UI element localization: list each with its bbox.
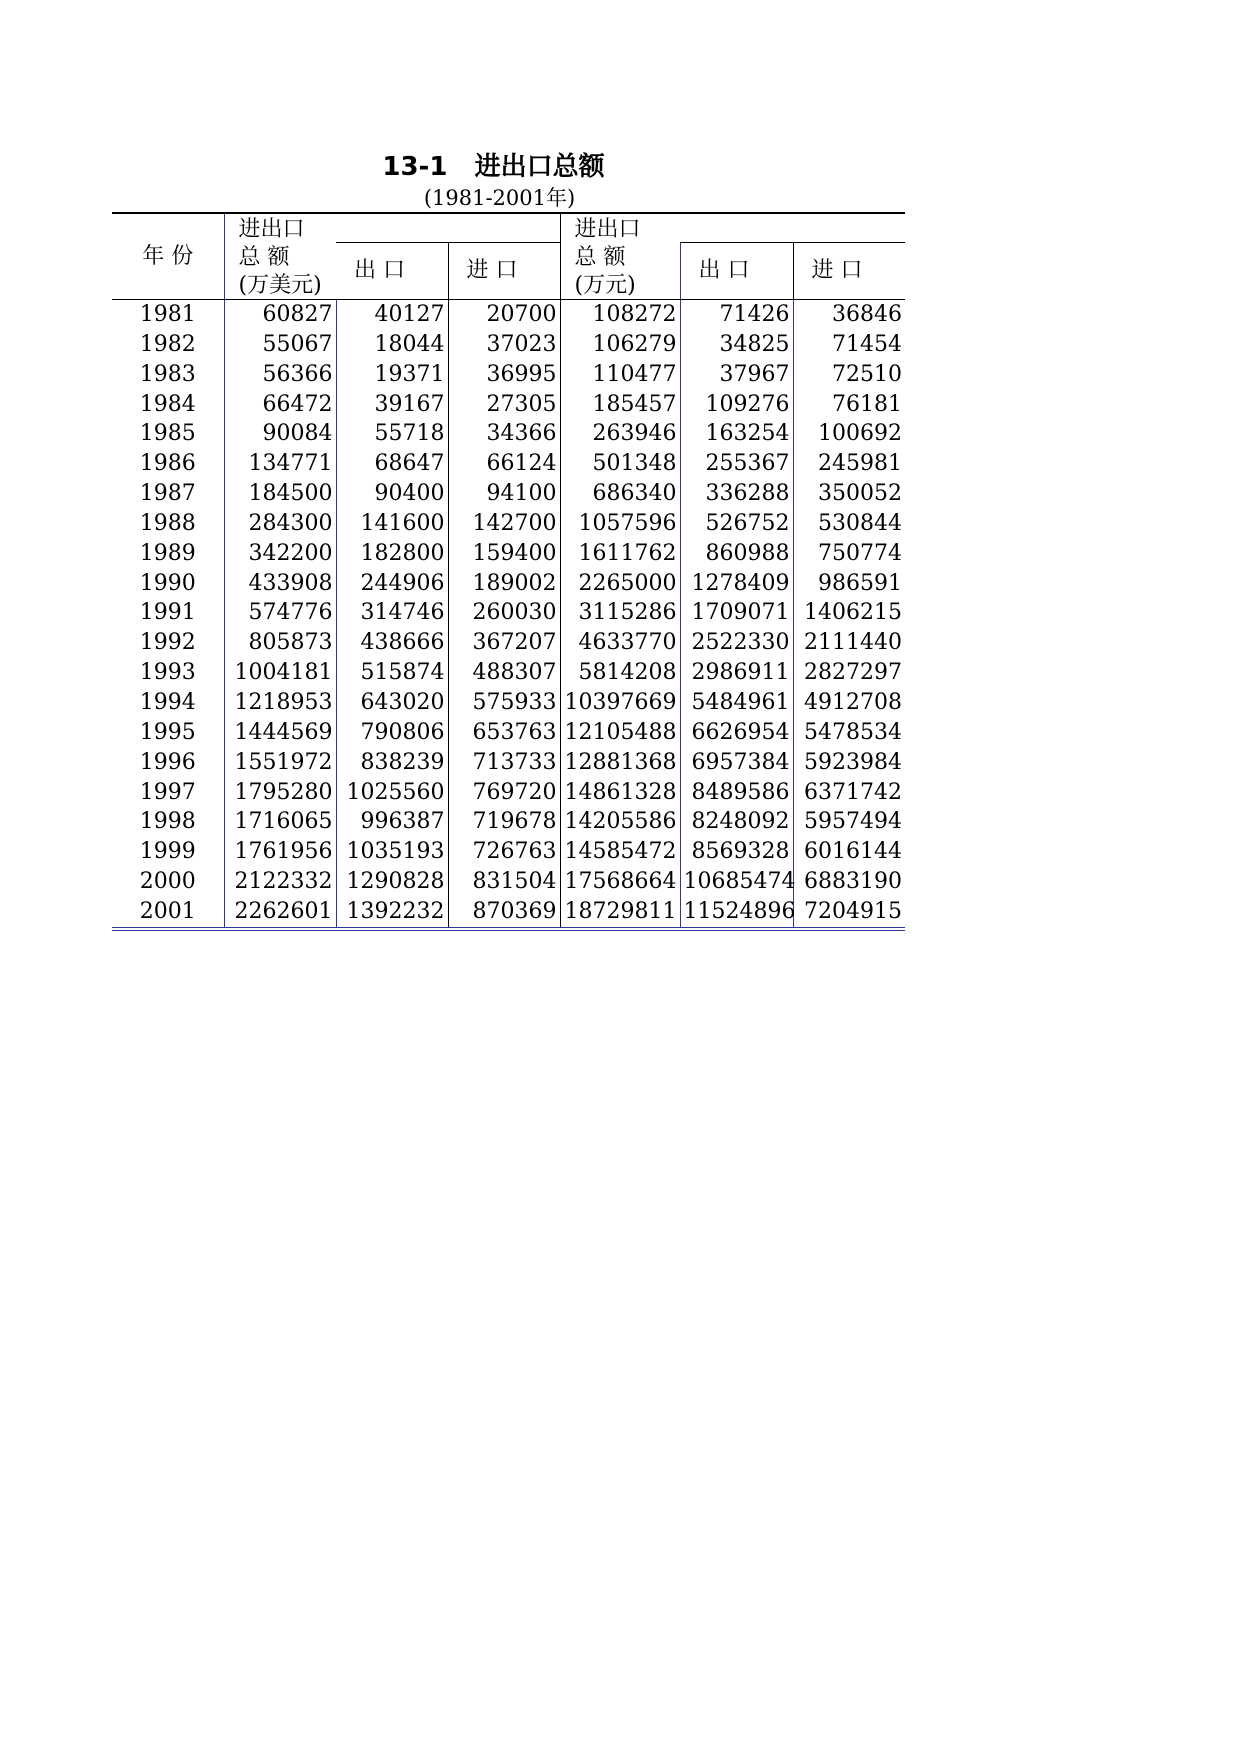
- cell-cny-import: 530844: [793, 509, 905, 539]
- cell-usd-total: 284300: [224, 509, 336, 539]
- cell-cny-export: 5484961: [680, 688, 793, 718]
- cell-year: 1984: [139, 391, 196, 417]
- cell-usd-total: 1004181: [224, 658, 336, 688]
- table-row: [112, 419, 905, 449]
- cell-year: 1981: [139, 302, 196, 327]
- cell-year: 1982: [139, 331, 196, 357]
- table-row: [112, 658, 905, 688]
- cell-usd-import: 142700: [448, 509, 560, 539]
- cell-year: 2000: [139, 869, 196, 895]
- cell-year: 1995: [139, 719, 196, 745]
- cell-usd-total: 1218953: [224, 688, 336, 718]
- table-row: [112, 598, 905, 628]
- table-body: [112, 300, 905, 929]
- cell-usd-import: 488307: [448, 658, 560, 688]
- cell-usd-export: 90400: [336, 479, 448, 509]
- table-header: [112, 213, 905, 300]
- cell-cny-import: 100692: [793, 419, 905, 449]
- table-row: [112, 778, 905, 808]
- cell-usd-total: 184500: [224, 479, 336, 509]
- cell-cny-import: 1406215: [793, 598, 905, 628]
- cell-cny-export: 8248092: [680, 807, 793, 837]
- header-usd-total-line2: 总 额: [238, 244, 290, 270]
- cell-usd-export: 314746: [336, 598, 448, 628]
- cell-usd-total: 433908: [224, 569, 336, 599]
- cell-usd-total: 66472: [224, 390, 336, 420]
- header-usd-import: 进 口: [448, 243, 560, 300]
- header-usd-export: 出 口: [336, 243, 448, 300]
- cell-cny-total: 12105488: [560, 718, 680, 748]
- table-row: [112, 509, 905, 539]
- header-usd-total: [224, 213, 336, 300]
- cell-usd-import: 189002: [448, 569, 560, 599]
- cell-cny-total: 14861328: [560, 778, 680, 808]
- cell-cny-total: 4633770: [560, 628, 680, 658]
- cell-usd-total: 1761956: [224, 837, 336, 867]
- cell-year: 1997: [139, 779, 196, 805]
- cell-year: 1985: [139, 421, 196, 447]
- cell-usd-export: 55718: [336, 419, 448, 449]
- cell-cny-export: 6626954: [680, 718, 793, 748]
- cell-usd-import: 653763: [448, 718, 560, 748]
- table-row: [112, 748, 905, 778]
- cell-cny-total: 185457: [560, 390, 680, 420]
- table-title: 13-1 进出口总额: [382, 152, 605, 182]
- header-cny-export: 出 口: [680, 243, 793, 300]
- cell-year: 1996: [139, 749, 196, 775]
- table-row: [112, 897, 905, 929]
- cell-cny-export: 8569328: [680, 837, 793, 867]
- cell-cny-total: 110477: [560, 360, 680, 390]
- cell-usd-import: 27305: [448, 390, 560, 420]
- cell-usd-export: 39167: [336, 390, 448, 420]
- cell-cny-total: 18729811: [560, 897, 680, 929]
- cell-usd-import: 831504: [448, 867, 560, 897]
- cell-cny-export: 71426: [680, 300, 793, 330]
- cell-usd-export: 182800: [336, 539, 448, 569]
- cell-usd-export: 141600: [336, 509, 448, 539]
- cell-cny-total: 14205586: [560, 807, 680, 837]
- table-row: [112, 449, 905, 479]
- cell-cny-export: 109276: [680, 390, 793, 420]
- cell-usd-total: 1444569: [224, 718, 336, 748]
- cell-year: 1990: [139, 570, 196, 596]
- cell-usd-total: 342200: [224, 539, 336, 569]
- cell-cny-total: 14585472: [560, 837, 680, 867]
- cell-usd-total: 90084: [224, 419, 336, 449]
- cell-cny-total: 10397669: [560, 688, 680, 718]
- cell-year: 1998: [139, 809, 196, 835]
- cell-usd-import: 37023: [448, 330, 560, 360]
- cell-cny-export: 336288: [680, 479, 793, 509]
- cell-year: 1989: [139, 540, 196, 566]
- cell-cny-export: 255367: [680, 449, 793, 479]
- cell-usd-import: 719678: [448, 807, 560, 837]
- cell-cny-import: 36846: [793, 300, 905, 330]
- cell-usd-export: 244906: [336, 569, 448, 599]
- table-row: [112, 300, 905, 330]
- cell-usd-total: 1551972: [224, 748, 336, 778]
- cell-cny-import: 2827297: [793, 658, 905, 688]
- cell-usd-export: 68647: [336, 449, 448, 479]
- cell-usd-import: 870369: [448, 897, 560, 929]
- table-row: [112, 718, 905, 748]
- header-usd-total-line1: 进出口: [238, 216, 305, 242]
- cell-usd-total: 805873: [224, 628, 336, 658]
- cell-usd-import: 34366: [448, 419, 560, 449]
- cell-year: 1987: [139, 481, 196, 507]
- cell-usd-total: 574776: [224, 598, 336, 628]
- cell-cny-import: 5478534: [793, 718, 905, 748]
- cell-usd-import: 94100: [448, 479, 560, 509]
- cell-usd-export: 438666: [336, 628, 448, 658]
- cell-usd-import: 20700: [448, 300, 560, 330]
- cell-cny-import: 750774: [793, 539, 905, 569]
- cell-usd-export: 790806: [336, 718, 448, 748]
- cell-cny-export: 6957384: [680, 748, 793, 778]
- cell-cny-total: 1611762: [560, 539, 680, 569]
- cell-cny-import: 4912708: [793, 688, 905, 718]
- table-row: [112, 390, 905, 420]
- cell-usd-export: 1392232: [336, 897, 448, 929]
- cell-cny-total: 1057596: [560, 509, 680, 539]
- cell-usd-total: 60827: [224, 300, 336, 330]
- cell-usd-export: 1025560: [336, 778, 448, 808]
- cell-usd-total: 2262601: [224, 897, 336, 929]
- cell-usd-import: 769720: [448, 778, 560, 808]
- cell-cny-total: 108272: [560, 300, 680, 330]
- header-usd-spacer: [336, 213, 560, 243]
- cell-usd-export: 19371: [336, 360, 448, 390]
- cell-year: 1991: [139, 600, 196, 626]
- cell-cny-export: 8489586: [680, 778, 793, 808]
- cell-usd-export: 1035193: [336, 837, 448, 867]
- cell-usd-export: 643020: [336, 688, 448, 718]
- cell-cny-export: 34825: [680, 330, 793, 360]
- table-row: [112, 539, 905, 569]
- cell-cny-total: 106279: [560, 330, 680, 360]
- statistics-sheet: [112, 150, 905, 931]
- cell-usd-import: 159400: [448, 539, 560, 569]
- cell-usd-total: 55067: [224, 330, 336, 360]
- cell-usd-export: 18044: [336, 330, 448, 360]
- cell-cny-export: 10685474: [680, 867, 793, 897]
- table-subtitle: (1981-2001年): [423, 186, 576, 210]
- table-row: [112, 330, 905, 360]
- cell-year: 1983: [139, 361, 196, 387]
- cell-usd-import: 260030: [448, 598, 560, 628]
- cell-cny-import: 245981: [793, 449, 905, 479]
- header-cny-total-line1: 进出口: [574, 216, 641, 242]
- cell-usd-import: 726763: [448, 837, 560, 867]
- cell-year: 1992: [139, 630, 196, 656]
- header-cny-total-line2: 总 额: [574, 244, 626, 270]
- cell-year: 2001: [112, 897, 224, 929]
- cell-year: 1986: [139, 451, 196, 477]
- header-cny-spacer: [680, 213, 905, 243]
- cell-cny-import: 6016144: [793, 837, 905, 867]
- table-row: [112, 360, 905, 390]
- cell-cny-export: 37967: [680, 360, 793, 390]
- cell-cny-import: 2111440: [793, 628, 905, 658]
- cell-cny-import: 6883190: [793, 867, 905, 897]
- cell-usd-total: 1795280: [224, 778, 336, 808]
- cell-cny-import: 350052: [793, 479, 905, 509]
- cell-cny-total: 3115286: [560, 598, 680, 628]
- cell-year: 1994: [139, 689, 196, 715]
- cell-cny-export: 163254: [680, 419, 793, 449]
- header-year: 年 份: [112, 213, 224, 300]
- cell-usd-export: 996387: [336, 807, 448, 837]
- table-row: [112, 867, 905, 897]
- cell-cny-import: 5923984: [793, 748, 905, 778]
- cell-cny-export: 2522330: [680, 628, 793, 658]
- cell-cny-total: 501348: [560, 449, 680, 479]
- table-row: [112, 569, 905, 599]
- cell-cny-export: 2986911: [680, 658, 793, 688]
- header-cny-total-line3: (万元): [574, 272, 636, 298]
- cell-cny-total: 5814208: [560, 658, 680, 688]
- cell-year: 1999: [139, 839, 196, 865]
- cell-usd-export: 40127: [336, 300, 448, 330]
- header-cny-total: [560, 213, 680, 300]
- header-cny-import: 进 口: [793, 243, 905, 300]
- cell-cny-export: 1709071: [680, 598, 793, 628]
- cell-cny-total: 17568664: [560, 867, 680, 897]
- cell-usd-export: 838239: [336, 748, 448, 778]
- cell-usd-import: 66124: [448, 449, 560, 479]
- table-row: [112, 479, 905, 509]
- cell-cny-export: 860988: [680, 539, 793, 569]
- cell-usd-import: 713733: [448, 748, 560, 778]
- cell-cny-export: 1278409: [680, 569, 793, 599]
- cell-cny-export: 11524896: [680, 897, 793, 929]
- cell-year: 1993: [139, 660, 196, 686]
- cell-year: 1988: [139, 510, 196, 536]
- header-usd-total-line3: (万美元): [238, 272, 322, 298]
- cell-cny-import: 72510: [793, 360, 905, 390]
- cell-cny-total: 686340: [560, 479, 680, 509]
- trade-table: [112, 212, 905, 931]
- cell-cny-import: 71454: [793, 330, 905, 360]
- cell-usd-import: 36995: [448, 360, 560, 390]
- table-row: [112, 688, 905, 718]
- cell-usd-export: 1290828: [336, 867, 448, 897]
- table-row: [112, 807, 905, 837]
- table-row: [112, 837, 905, 867]
- cell-cny-import: 986591: [793, 569, 905, 599]
- cell-cny-import: 5957494: [793, 807, 905, 837]
- cell-usd-total: 56366: [224, 360, 336, 390]
- cell-usd-total: 2122332: [224, 867, 336, 897]
- cell-usd-export: 515874: [336, 658, 448, 688]
- cell-cny-total: 2265000: [560, 569, 680, 599]
- cell-cny-total: 263946: [560, 419, 680, 449]
- table-row: [112, 628, 905, 658]
- cell-cny-import: 6371742: [793, 778, 905, 808]
- cell-cny-total: 12881368: [560, 748, 680, 778]
- cell-usd-import: 367207: [448, 628, 560, 658]
- cell-cny-export: 526752: [680, 509, 793, 539]
- cell-cny-import: 7204915: [793, 897, 905, 929]
- cell-usd-total: 134771: [224, 449, 336, 479]
- cell-usd-total: 1716065: [224, 807, 336, 837]
- cell-usd-import: 575933: [448, 688, 560, 718]
- cell-cny-import: 76181: [793, 390, 905, 420]
